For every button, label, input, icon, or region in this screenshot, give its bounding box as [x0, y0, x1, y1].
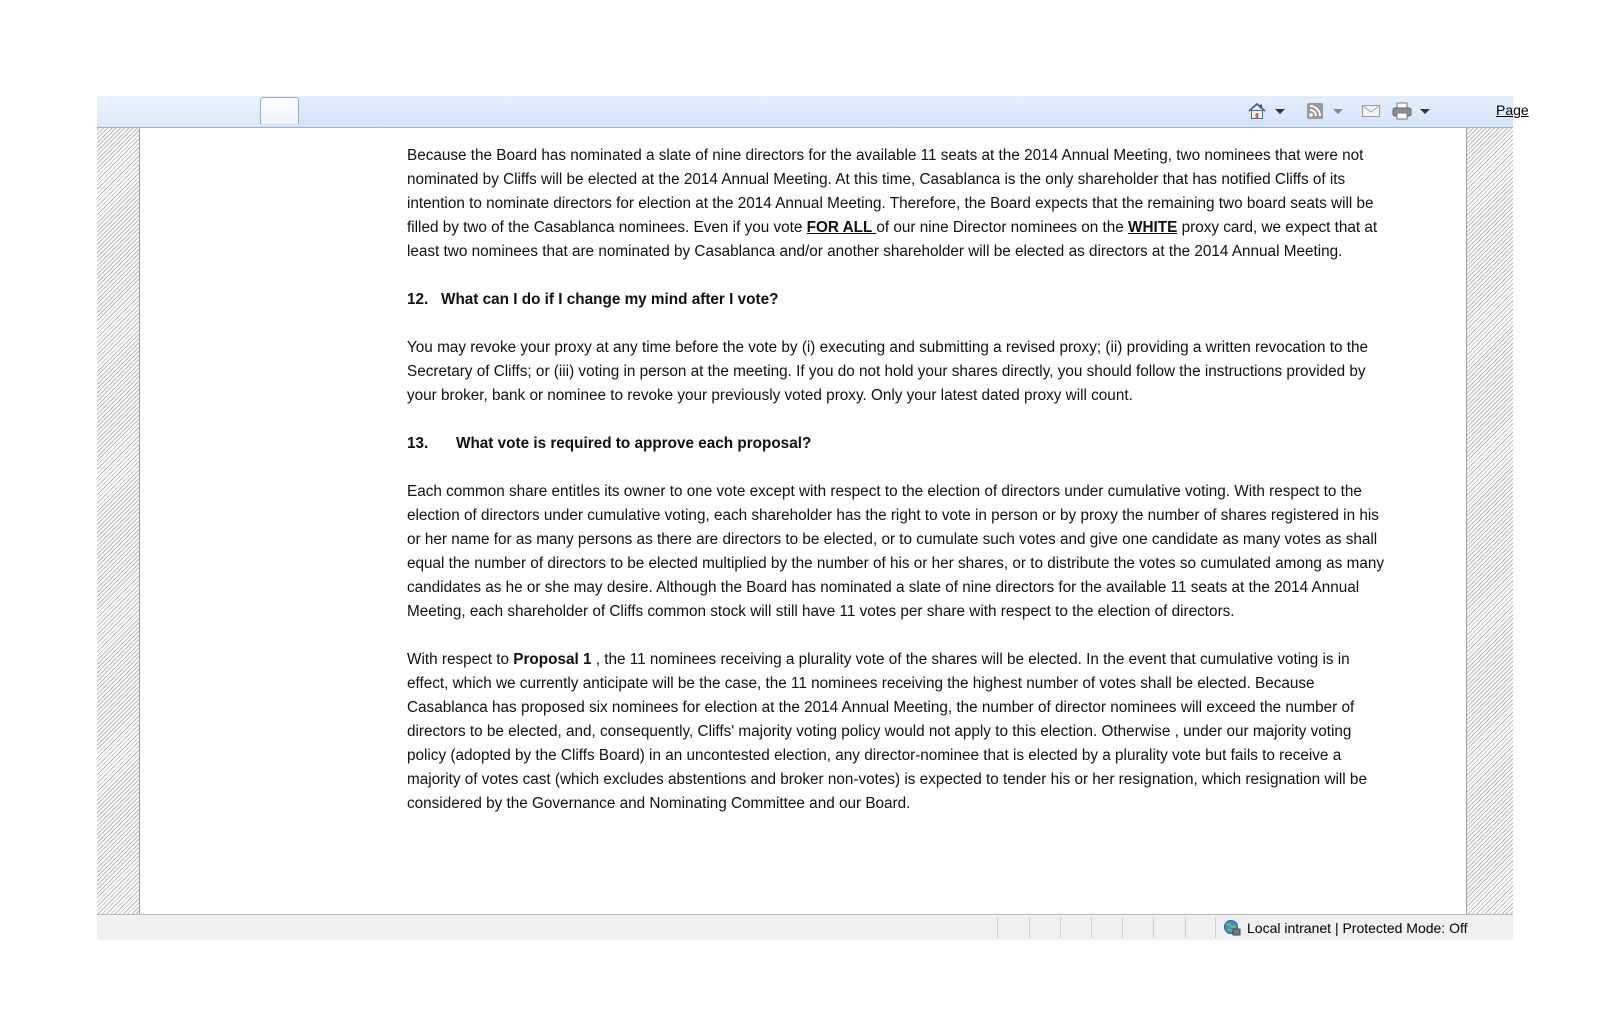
feeds-button[interactable]: [1305, 101, 1347, 121]
question-number: 13.: [407, 435, 429, 452]
question-13-heading: [407, 432, 1392, 456]
question-text: What vote is required to approve each proposal?: [456, 435, 812, 452]
feeds-icon: [1305, 102, 1325, 120]
page-menu-button[interactable]: Page: [1496, 102, 1529, 118]
print-dropdown-arrow[interactable]: [1420, 109, 1430, 114]
status-divider: [1122, 917, 1123, 938]
right-margin-pattern: [1466, 128, 1513, 914]
home-dropdown-arrow[interactable]: [1275, 109, 1285, 114]
new-tab-button[interactable]: [260, 97, 299, 124]
status-divider: [1153, 917, 1154, 938]
home-icon: [1247, 102, 1267, 120]
paragraph-text: proxy card, we expect that at least two nominees that are nominated by Casablanca and/or another shareholder will be elected as directors at the 2014 Annual Meeting.: [407, 219, 1378, 260]
tab-strip: [97, 96, 260, 127]
home-button[interactable]: [1247, 101, 1289, 121]
proxy-document: [407, 144, 1392, 840]
status-divider: [1060, 917, 1061, 938]
read-mail-button[interactable]: [1361, 101, 1381, 121]
command-bar: [97, 96, 1529, 128]
question-text: What can I do if I change my mind after I vote?: [441, 291, 779, 308]
read-mail-icon: [1361, 102, 1381, 120]
status-divider: [1029, 917, 1030, 938]
document-viewport[interactable]: [97, 128, 1513, 914]
print-icon: [1392, 102, 1412, 120]
status-divider: [1215, 917, 1216, 938]
status-divider: [1185, 917, 1186, 938]
paragraph-text: With respect to: [407, 651, 514, 668]
feeds-dropdown-arrow[interactable]: [1333, 109, 1343, 114]
paragraph-text: of our nine Director nominees on the: [876, 219, 1129, 236]
status-divider: [1091, 917, 1092, 938]
paragraph-text: , the 11 nominees receiving a plurality vote of the shares will be elected. In the event that cumulative voting is in effect, which we currently anticipate will be the case, the 11 nominees receiving the highest number of votes shall be elected. Because Casablanca has proposed six nominees for election at the 2014 Annual Meeting, the number of director nominees will exceed the number of directors to be elected, and, consequently, Cliffs' majority voting policy would not apply to this election. Otherwise , under our majority voting policy (adopted by the Cliffs Board) in an uncontested election, any director-nominee that is elected by a plurality vote but fails to receive a majority of votes cast (which excludes abstentions and broker non-votes) is expected to tender his or her resignation, which resignation will be considered by the Governance and Nominating Committee and our Board.: [407, 651, 1367, 812]
question-number: 12.: [407, 291, 429, 308]
for-all-emphasis: FOR ALL: [806, 219, 877, 236]
intranet-globe-icon: [1223, 919, 1241, 937]
print-button[interactable]: [1392, 101, 1434, 121]
zone-text: Local intranet | Protected Mode: Off: [1247, 920, 1468, 936]
paragraph-revoke-proxy: You may revoke your proxy at any time before the vote by (i) executing and submitting a revised proxy; (ii) providing a written revocation to the Secretary of Cliffs; or (iii) voting in person at the meeting. If you do not hold your shares directly, you should follow the instructions provided by your broker, bank or nominee to revoke your previously voted proxy. Only your latest dated proxy will count.: [407, 339, 1369, 404]
browser-window: [97, 96, 1529, 939]
paragraph-proposal-1: [407, 648, 1392, 816]
paragraph-text: Because the Board has nominated a slate of nine directors for the available 11 seats at the 2014 Annual Meeting, two nominees that were not nominated by Cliffs will be elected at the 2014 Annual Meeting. At this time, Casablanca is the only shareholder that has notified Cliffs of its intention to nominate directors for election at the 2014 Annual Meeting. Therefore, the Board expects that the remaining two board seats will be filled by two of the Casablanca nominees. Even if you vote: [407, 147, 1374, 236]
question-12-heading: [407, 288, 1392, 312]
security-zone-indicator[interactable]: [1223, 918, 1468, 938]
proposal-1-emphasis: Proposal 1: [513, 651, 592, 668]
white-emphasis: WHITE: [1128, 219, 1178, 236]
paragraph-board-nominees: [407, 144, 1392, 264]
left-margin-pattern: [97, 128, 140, 914]
status-bar: [97, 914, 1513, 940]
status-divider: [997, 917, 998, 938]
paragraph-cumulative-voting: Each common share entitles its owner to one vote except with respect to the election of directors under cumulative voting. With respect to the election of directors under cumulative voting, each shareholder has the right to vote in person or by proxy the number of shares registered in his or her name for as many persons as there are directors to be elected, or to cumulate such votes and give one candidate as many votes as shall equal the number of directors to be elected multiplied by the number of his or her shares, or to distribute the votes so cumulated among as many candidates as he or she may desire. Although the Board has nominated a slate of nine directors for the available 11 seats at the 2014 Annual Meeting, each shareholder of Cliffs common stock will still have 11 votes per share with respect to the election of directors.: [407, 483, 1384, 620]
